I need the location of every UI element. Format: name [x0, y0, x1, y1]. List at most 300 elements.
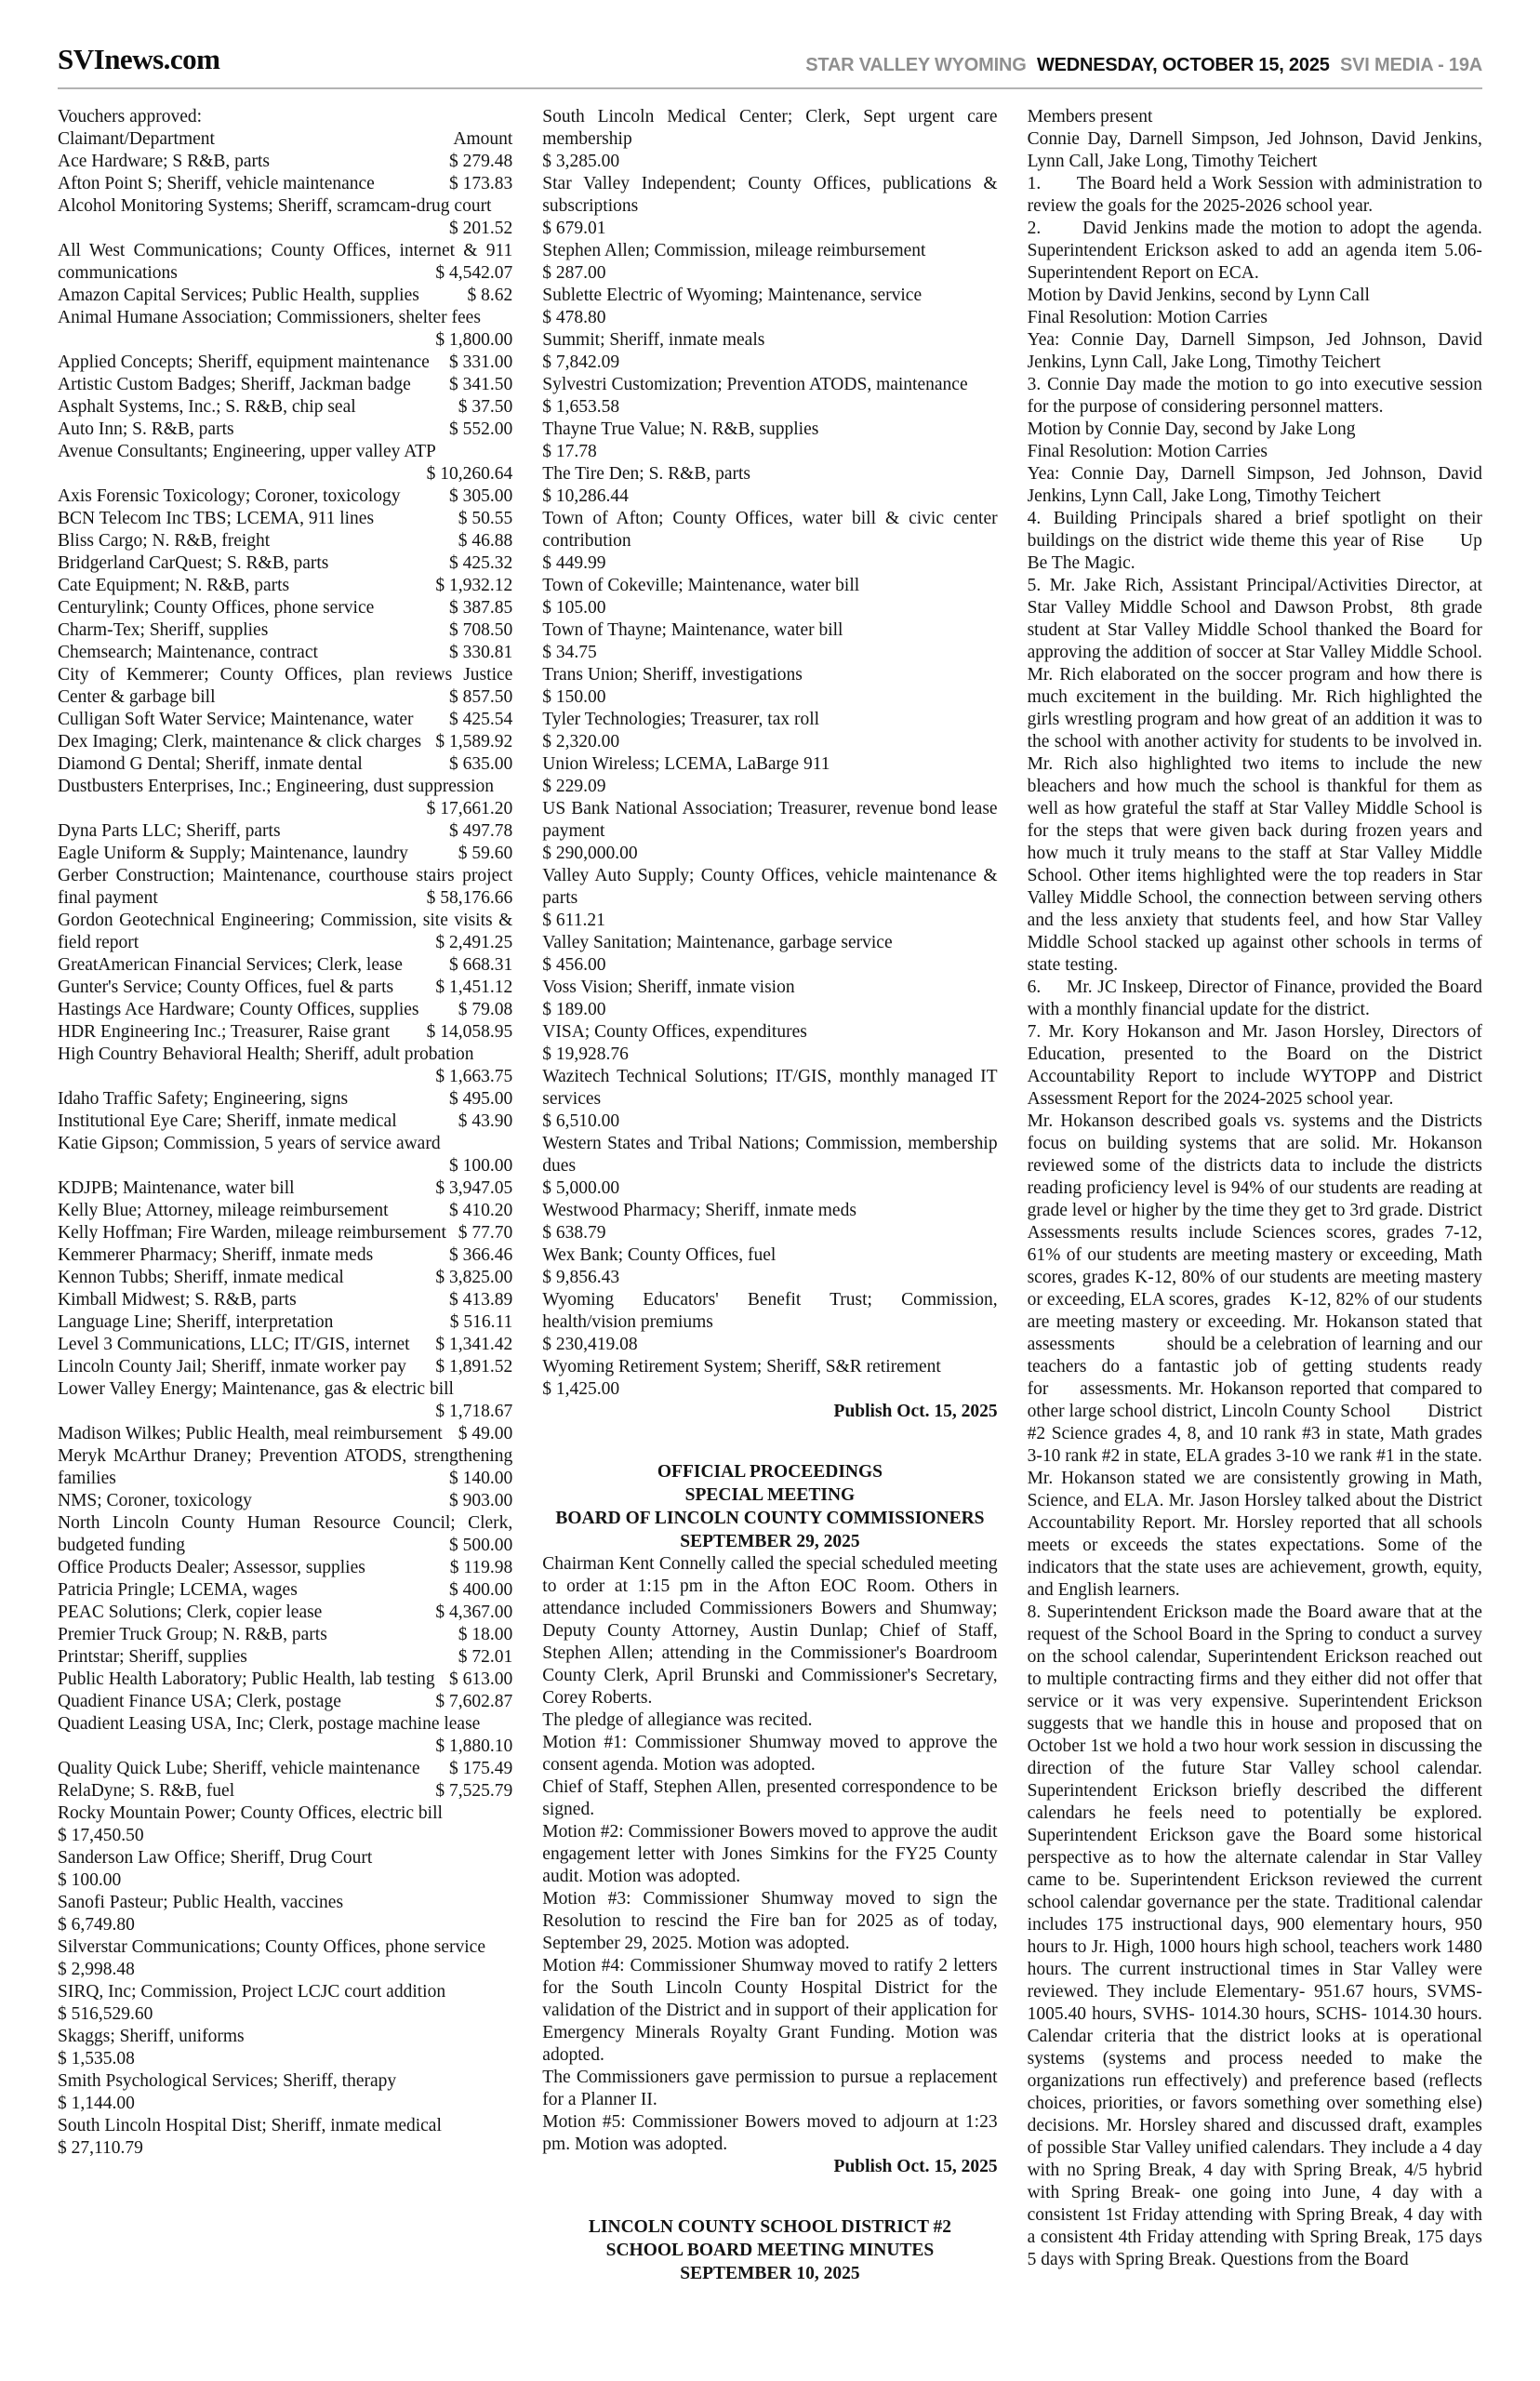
vouchers-table-header	[58, 128, 512, 151]
voucher-amount: $ 1,535.08	[58, 2049, 135, 2068]
voucher-entry	[542, 709, 997, 753]
notice-paragraph: Chairman Kent Connelly called the special scheduled meeting to order at 1:15 pm in the Afton EOC Room. Others in attendance included Commissioners Bowers and Shumway; Deputy County Attorney, Austin Dunlap; Chief of Staff, Stephen Allen; attending in the Commissioner's Boardroom County Clerk, April Brunski and Commissioner's Secretary, Corey Roberts.	[542, 1554, 998, 1708]
voucher-amount: $ 150.00	[542, 687, 606, 707]
voucher-entry	[58, 1177, 512, 1200]
commissioners-heading	[542, 1460, 997, 1553]
voucher-entry	[58, 1222, 512, 1244]
voucher-claimant: US Bank National Association; Treasurer, revenue bond lease payment	[542, 799, 998, 841]
voucher-claimant: Patricia Pringle; LCEMA, wages	[58, 1580, 298, 1600]
voucher-amount: $ 14,058.95	[426, 1022, 513, 1042]
voucher-amount: $ 17,661.20	[426, 799, 513, 818]
notice-paragraph: 4. Building Principals shared a brief spotlight on their buildings on the district wide theme this year of Rise Up Be The Magic.	[1027, 509, 1482, 573]
voucher-entry	[58, 1579, 512, 1602]
voucher-claimant: Town of Thayne; Maintenance, water bill	[542, 620, 843, 640]
voucher-claimant: City of Kemmerer; County Offices, plan reviews Justice Center & garbage bill	[58, 665, 513, 707]
voucher-entry	[58, 1044, 512, 1088]
voucher-claimant: Star Valley Independent; County Offices, publications & subscriptions	[542, 174, 998, 216]
voucher-entry	[58, 2115, 512, 2160]
voucher-amount: $ 100.00	[449, 1156, 513, 1176]
voucher-claimant: KDJPB; Maintenance, water bill	[58, 1178, 295, 1198]
voucher-claimant: Kelly Hoffman; Fire Warden, mileage reimbursement	[58, 1223, 446, 1243]
voucher-entry	[542, 977, 997, 1021]
voucher-amount: $ 72.01	[458, 1647, 513, 1667]
voucher-amount: $ 8.62	[467, 286, 513, 305]
voucher-entry	[58, 1490, 512, 1512]
voucher-entry	[58, 1133, 512, 1177]
voucher-amount: $ 10,260.64	[426, 464, 513, 484]
voucher-claimant: Valley Sanitation; Maintenance, garbage service	[542, 933, 893, 952]
notice-heading-line: BOARD OF LINCOLN COUNTY COMMISSIONERS	[555, 1509, 985, 1528]
amount-column-header: Amount	[453, 129, 513, 149]
voucher-entry	[58, 954, 512, 977]
voucher-amount: $ 19,928.76	[542, 1044, 629, 1064]
voucher-amount: $ 1,451.12	[435, 978, 513, 997]
voucher-claimant: Eagle Uniform & Supply; Maintenance, laundry	[58, 844, 408, 863]
voucher-claimant: HDR Engineering Inc.; Treasurer, Raise grant	[58, 1022, 391, 1042]
voucher-claimant: High Country Behavioral Health; Sheriff, adult probation	[58, 1044, 474, 1064]
voucher-entry	[542, 240, 997, 285]
voucher-entry	[58, 619, 512, 642]
voucher-amount: $ 552.00	[449, 419, 513, 439]
voucher-amount: $ 516,529.60	[58, 2004, 153, 2024]
voucher-claimant: South Lincoln Medical Center; Clerk, Sept urgent care membership	[542, 107, 998, 149]
voucher-claimant: Alcohol Monitoring Systems; Sheriff, scramcam-drug court	[58, 196, 492, 216]
voucher-entry	[58, 1758, 512, 1780]
dateline-location: STAR VALLEY WYOMING	[805, 55, 1027, 75]
voucher-amount: $ 638.79	[542, 1223, 606, 1243]
voucher-entry	[58, 307, 512, 352]
notice-paragraph: Members present	[1027, 107, 1153, 126]
voucher-amount: $ 18.00	[458, 1625, 513, 1644]
voucher-amount: $ 2,320.00	[542, 732, 620, 752]
voucher-amount: $ 201.52	[449, 219, 513, 238]
voucher-claimant: Bliss Cargo; N. R&B, freight	[58, 531, 271, 551]
voucher-entry	[58, 396, 512, 419]
voucher-amount: $ 290,000.00	[542, 844, 638, 863]
voucher-claimant: Amazon Capital Services; Public Health, supplies	[58, 286, 419, 305]
voucher-amount: $ 449.99	[542, 553, 606, 573]
voucher-amount: $ 279.48	[449, 152, 513, 171]
dateline	[800, 55, 1482, 76]
voucher-entry	[58, 1981, 512, 2026]
notice-paragraph: 5. Mr. Jake Rich, Assistant Principal/Activities Director, at Star Valley Middle School and Dawson Probst, 8th grade student at Star Valley Middle School thanked the Board for approving the addition of soccer at Star Valley Middle School. Mr. Rich elaborated on the soccer program and how there is much excitement in the building. Mr. Rich highlighted the girls wrestling program and how great of an addition it was to the school with another activity for students to be involved in. Mr. Rich also highlighted two items to include the new bleachers and how much the school is thankful for them as well as how grateful the staff at Star Valley Middle School is for the steps that were given back during frozen years and how much it truly means to the staff at Star Valley Middle School. Other items highlighted were the top readers in Star Valley Middle School, the connection between serving others and the less anxiety that students feel, and how Star Valley Middle School stacked up against other schools in terms of state testing.	[1027, 576, 1482, 975]
voucher-claimant: Town of Afton; County Offices, water bill & civic center contribution	[542, 509, 998, 551]
voucher-entry	[542, 173, 997, 240]
voucher-claimant: Gerber Construction; Maintenance, courthouse stairs project final payment	[58, 866, 513, 908]
voucher-entry	[58, 352, 512, 374]
voucher-amount: $ 2,491.25	[435, 933, 513, 952]
voucher-claimant: Institutional Eye Care; Sheriff, inmate medical	[58, 1111, 397, 1131]
voucher-amount: $ 6,510.00	[542, 1111, 620, 1131]
voucher-entry	[58, 1267, 512, 1289]
voucher-entry	[542, 329, 997, 374]
notice-heading-line: OFFICIAL PROCEEDINGS	[657, 1462, 883, 1482]
voucher-amount: $ 140.00	[449, 1469, 513, 1488]
voucher-amount: $ 903.00	[449, 1491, 513, 1510]
voucher-claimant: Sanderson Law Office; Sheriff, Drug Court	[58, 1848, 373, 1868]
voucher-entry	[542, 508, 997, 575]
voucher-entry	[58, 1646, 512, 1669]
voucher-amount: $ 6,749.80	[58, 1915, 135, 1935]
voucher-entry	[58, 1311, 512, 1334]
voucher-claimant: Animal Humane Association; Commissioners, shelter fees	[58, 308, 481, 327]
voucher-claimant: Quadient Finance USA; Clerk, postage	[58, 1692, 341, 1711]
voucher-claimant: Town of Cokeville; Maintenance, water bill	[542, 576, 860, 595]
voucher-amount: $ 305.00	[449, 486, 513, 506]
voucher-amount: $ 230,419.08	[542, 1335, 638, 1354]
voucher-entry	[542, 575, 997, 619]
site-title: SVInews.com	[58, 43, 220, 75]
voucher-claimant: Smith Psychological Services; Sheriff, therapy	[58, 2071, 397, 2091]
notice-paragraph: 7. Mr. Kory Hokanson and Mr. Jason Horsley, Directors of Education, presented to the Board on the District Accountability Report to include WYTOPP and District Assessment Report for the 2024-2025 school year.	[1027, 1022, 1482, 1109]
voucher-amount: $ 37.50	[458, 397, 513, 417]
notice-heading-line: SEPTEMBER 29, 2025	[680, 1532, 860, 1551]
voucher-amount: $ 9,856.43	[542, 1268, 620, 1287]
voucher-claimant: Ace Hardware; S R&B, parts	[58, 152, 270, 171]
voucher-claimant: Cate Equipment; N. R&B, parts	[58, 576, 290, 595]
voucher-amount: $ 1,718.67	[435, 1402, 513, 1421]
voucher-entry	[58, 843, 512, 865]
voucher-entry	[542, 619, 997, 664]
voucher-amount: $ 4,542.07	[435, 263, 513, 283]
voucher-amount: $ 1,663.75	[435, 1067, 513, 1086]
voucher-entry	[58, 1624, 512, 1646]
voucher-amount: $ 400.00	[449, 1580, 513, 1600]
voucher-claimant: The Tire Den; S. R&B, parts	[542, 464, 751, 484]
voucher-entry	[58, 1111, 512, 1133]
voucher-claimant: Quadient Leasing USA, Inc; Clerk, postage machine lease	[58, 1714, 481, 1734]
voucher-list-stacked-col2	[542, 106, 997, 1401]
voucher-entry	[58, 1200, 512, 1222]
voucher-claimant: Centurylink; County Offices, phone service	[58, 598, 375, 618]
voucher-claimant: Skaggs; Sheriff, uniforms	[58, 2027, 245, 2046]
voucher-amount: $ 516.11	[449, 1312, 513, 1332]
voucher-amount: $ 77.70	[458, 1223, 513, 1243]
voucher-entry	[58, 1691, 512, 1713]
voucher-claimant: Rocky Mountain Power; County Offices, electric bill	[58, 1803, 443, 1823]
voucher-claimant: Madison Wilkes; Public Health, meal reimbursement	[58, 1424, 443, 1443]
voucher-entry	[58, 1423, 512, 1445]
voucher-claimant: Applied Concepts; Sheriff, equipment maintenance	[58, 352, 430, 372]
notice-paragraph: Motion by Connie Day, second by Jake Long	[1027, 419, 1356, 439]
voucher-claimant: Western States and Tribal Nations; Commission, membership dues	[542, 1134, 998, 1176]
masthead	[58, 43, 1482, 89]
voucher-claimant: Sanofi Pasteur; Public Health, vaccines	[58, 1893, 344, 1912]
voucher-claimant: Office Products Dealer; Assessor, supplies	[58, 1558, 365, 1577]
voucher-claimant: Charm-Tex; Sheriff, supplies	[58, 620, 269, 640]
voucher-claimant: Dustbusters Enterprises, Inc.; Engineering, dust suppression	[58, 777, 495, 796]
voucher-claimant: BCN Telecom Inc TBS; LCEMA, 911 lines	[58, 509, 375, 528]
column-1-vouchers	[58, 106, 512, 2285]
voucher-claimant: Trans Union; Sheriff, investigations	[542, 665, 803, 685]
notice-paragraph: Final Resolution: Motion Carries	[1027, 442, 1268, 461]
voucher-list-inline	[58, 151, 512, 1802]
voucher-amount: $ 1,880.10	[435, 1736, 513, 1756]
notice-paragraph: The pledge of allegiance was recited.	[542, 1710, 813, 1730]
notice-heading-line: SPECIAL MEETING	[684, 1485, 856, 1505]
voucher-entry	[58, 374, 512, 396]
voucher-amount: $ 3,947.05	[435, 1178, 513, 1198]
voucher-entry	[542, 374, 997, 419]
voucher-amount: $ 119.98	[449, 1558, 513, 1577]
voucher-claimant: All West Communications; County Offices, internet & 911 communications	[58, 241, 513, 283]
notice-paragraph: 6. Mr. JC Inskeep, Director of Finance, provided the Board with a monthly financial update for the district.	[1027, 978, 1482, 1019]
voucher-entry	[58, 910, 512, 954]
voucher-amount: $ 50.55	[458, 509, 513, 528]
voucher-entry	[58, 1512, 512, 1557]
voucher-claimant: Voss Vision; Sheriff, inmate vision	[542, 978, 795, 997]
notice-paragraph: Connie Day, Darnell Simpson, Jed Johnson, David Jenkins, Lynn Call, Jake Long, Timothy Teichert	[1027, 129, 1482, 171]
voucher-claimant: Thayne True Value; N. R&B, supplies	[542, 419, 819, 439]
voucher-entry	[542, 1356, 997, 1401]
voucher-entry	[58, 419, 512, 441]
voucher-claimant: Westwood Pharmacy; Sheriff, inmate meds	[542, 1201, 856, 1220]
voucher-claimant: Kennon Tubbs; Sheriff, inmate medical	[58, 1268, 344, 1287]
voucher-entry	[542, 1066, 997, 1133]
voucher-amount: $ 58,176.66	[426, 888, 513, 908]
voucher-entry	[542, 285, 997, 329]
voucher-entry	[58, 486, 512, 508]
voucher-claimant: Asphalt Systems, Inc.; S. R&B, chip seal	[58, 397, 356, 417]
voucher-amount: $ 425.32	[449, 553, 513, 573]
voucher-amount: $ 4,367.00	[435, 1603, 513, 1622]
voucher-claimant: Level 3 Communications, LLC; IT/GIS, internet	[58, 1335, 410, 1354]
notice-paragraph: 2. David Jenkins made the motion to adopt the agenda. Superintendent Erickson asked to add an agenda item 5.06- Superintendent Report on ECA.	[1027, 219, 1482, 283]
voucher-amount: $ 3,825.00	[435, 1268, 513, 1287]
voucher-claimant: Valley Auto Supply; County Offices, vehicle maintenance & parts	[542, 866, 998, 908]
voucher-amount: $ 100.00	[58, 1870, 122, 1890]
voucher-amount: $ 478.80	[542, 308, 606, 327]
voucher-amount: $ 27,110.79	[58, 2138, 143, 2158]
school-board-heading	[542, 2215, 997, 2285]
notice-paragraph: Chief of Staff, Stephen Allen, presented correspondence to be signed.	[542, 1777, 998, 1819]
voucher-entry	[58, 597, 512, 619]
voucher-amount: $ 497.78	[449, 821, 513, 841]
voucher-entry	[58, 1802, 512, 1847]
voucher-claimant: Summit; Sheriff, inmate meals	[542, 330, 765, 350]
voucher-claimant: Afton Point S; Sheriff, vehicle maintenance	[58, 174, 375, 193]
voucher-entry	[58, 1936, 512, 1981]
voucher-entry	[58, 195, 512, 240]
voucher-entry	[58, 731, 512, 753]
notice-heading-line: LINCOLN COUNTY SCHOOL DISTRICT #2	[588, 2217, 951, 2237]
vouchers-intro: Vouchers approved:	[58, 107, 203, 126]
voucher-claimant: Premier Truck Group; N. R&B, parts	[58, 1625, 327, 1644]
notice-paragraph: Motion #5: Commissioner Bowers moved to adjourn at 1:23 pm. Motion was adopted.	[542, 2112, 998, 2154]
voucher-claimant: Avenue Consultants; Engineering, upper valley ATP	[58, 442, 436, 461]
voucher-entry	[58, 508, 512, 530]
voucher-entry	[58, 285, 512, 307]
voucher-amount: $ 456.00	[542, 955, 606, 975]
voucher-entry	[542, 932, 997, 977]
voucher-claimant: Diamond G Dental; Sheriff, inmate dental	[58, 754, 363, 774]
voucher-amount: $ 613.00	[449, 1669, 513, 1689]
commissioners-body	[542, 1553, 997, 2156]
voucher-claimant: PEAC Solutions; Clerk, copier lease	[58, 1603, 323, 1622]
voucher-entry	[58, 575, 512, 597]
voucher-amount: $ 229.09	[542, 777, 606, 796]
voucher-claimant: Wex Bank; County Offices, fuel	[542, 1245, 777, 1265]
voucher-amount: $ 175.49	[449, 1759, 513, 1778]
voucher-entry	[542, 1244, 997, 1289]
voucher-claimant: South Lincoln Hospital Dist; Sheriff, inmate medical	[58, 2116, 442, 2135]
voucher-amount: $ 5,000.00	[542, 1178, 620, 1198]
notice-heading-line: SCHOOL BOARD MEETING MINUTES	[605, 2241, 935, 2260]
voucher-claimant: Artistic Custom Badges; Sheriff, Jackman badge	[58, 375, 411, 394]
voucher-amount: $ 17.78	[542, 442, 597, 461]
voucher-claimant: Wyoming Educators' Benefit Trust; Commission, health/vision premiums	[542, 1290, 998, 1332]
voucher-claimant: Wazitech Technical Solutions; IT/GIS, monthly managed IT services	[542, 1067, 998, 1109]
notice-paragraph: Motion by David Jenkins, second by Lynn Call	[1027, 286, 1370, 305]
notice-paragraph: 3. Connie Day made the motion to go into executive session for the purpose of considering personnel matters.	[1027, 375, 1482, 417]
voucher-claimant: Idaho Traffic Safety; Engineering, signs	[58, 1089, 349, 1109]
voucher-entry	[58, 1289, 512, 1311]
voucher-amount: $ 7,842.09	[542, 352, 620, 372]
voucher-amount: $ 387.85	[449, 598, 513, 618]
voucher-claimant: Meryk McArthur Draney; Prevention ATODS, strengthening families	[58, 1446, 513, 1488]
voucher-entry	[58, 552, 512, 575]
voucher-amount: $ 611.21	[542, 911, 605, 930]
voucher-amount: $ 189.00	[542, 1000, 606, 1019]
voucher-amount: $ 1,144.00	[58, 2094, 135, 2113]
voucher-entry	[58, 776, 512, 820]
voucher-entry	[58, 1088, 512, 1111]
voucher-claimant: Tyler Technologies; Treasurer, tax roll	[542, 710, 820, 729]
voucher-amount: $ 331.00	[449, 352, 513, 372]
voucher-claimant: Wyoming Retirement System; Sheriff, S&R retirement	[542, 1357, 941, 1377]
claimant-column-header: Claimant/Department	[58, 129, 215, 149]
voucher-entry	[58, 1602, 512, 1624]
dateline-date: WEDNESDAY, OCTOBER 15, 2025	[1036, 55, 1330, 75]
voucher-amount: $ 1,425.00	[542, 1379, 620, 1399]
voucher-entry	[58, 664, 512, 709]
voucher-entry	[58, 753, 512, 776]
voucher-claimant: Printstar; Sheriff, supplies	[58, 1647, 247, 1667]
notice-paragraph: Motion #1: Commissioner Shumway moved to approve the consent agenda. Motion was adopted.	[542, 1733, 998, 1775]
voucher-amount: $ 341.50	[449, 375, 513, 394]
voucher-claimant: Silverstar Communications; County Offices, phone service	[58, 1937, 485, 1957]
voucher-amount: $ 17,450.50	[58, 1826, 144, 1845]
voucher-claimant: Chemsearch; Maintenance, contract	[58, 643, 318, 662]
voucher-amount: $ 410.20	[449, 1201, 513, 1220]
voucher-entry	[542, 664, 997, 709]
voucher-claimant: Public Health Laboratory; Public Health, lab testing	[58, 1669, 435, 1689]
voucher-claimant: North Lincoln County Human Resource Council; Clerk, budgeted funding	[58, 1513, 513, 1555]
voucher-amount: $ 495.00	[449, 1089, 513, 1109]
voucher-claimant: Kimball Midwest; S. R&B, parts	[58, 1290, 297, 1310]
voucher-amount: $ 105.00	[542, 598, 606, 618]
voucher-claimant: GreatAmerican Financial Services; Clerk, lease	[58, 955, 403, 975]
voucher-claimant: Dex Imaging; Clerk, maintenance & click charges	[58, 732, 422, 752]
voucher-claimant: Bridgerland CarQuest; S. R&B, parts	[58, 553, 329, 573]
voucher-amount: $ 7,602.87	[435, 1692, 513, 1711]
voucher-entry	[542, 798, 997, 865]
voucher-amount: $ 287.00	[542, 263, 606, 283]
column-2-proceedings	[542, 106, 997, 2285]
voucher-amount: $ 425.54	[449, 710, 513, 729]
voucher-claimant: Kemmerer Pharmacy; Sheriff, inmate meds	[58, 1245, 374, 1265]
voucher-amount: $ 635.00	[449, 754, 513, 774]
notice-paragraph: Motion #2: Commissioner Bowers moved to approve the audit engagement letter with Jones Simkins for the FY25 County audit. Motion was adopted.	[542, 1822, 998, 1886]
publish-line-proceedings: Publish Oct. 15, 2025	[833, 2157, 998, 2176]
voucher-amount: $ 1,589.92	[435, 732, 513, 752]
voucher-entry	[58, 240, 512, 285]
voucher-entry	[542, 865, 997, 932]
voucher-claimant: Language Line; Sheriff, interpretation	[58, 1312, 334, 1332]
school-board-body	[1028, 106, 1482, 2271]
voucher-amount: $ 46.88	[458, 531, 513, 551]
voucher-entry	[58, 642, 512, 664]
voucher-amount: $ 59.60	[458, 844, 513, 863]
voucher-entry	[58, 709, 512, 731]
dateline-page-number: SVI MEDIA - 19A	[1340, 55, 1482, 75]
publish-line-vouchers: Publish Oct. 15, 2025	[833, 1402, 998, 1421]
notice-paragraph: 1. The Board held a Work Session with administration to review the goals for the 2025-2026 school year.	[1027, 174, 1482, 216]
column-3-school-board-minutes	[1028, 106, 1482, 2285]
voucher-amount: $ 49.00	[458, 1424, 513, 1443]
columns	[58, 106, 1482, 2285]
voucher-amount: $ 500.00	[449, 1536, 513, 1555]
notice-heading-line: SEPTEMBER 10, 2025	[680, 2264, 860, 2283]
notice-paragraph: Final Resolution: Motion Carries	[1027, 308, 1268, 327]
voucher-claimant: SIRQ, Inc; Commission, Project LCJC court addition	[58, 1982, 446, 2002]
voucher-amount: $ 366.46	[449, 1245, 513, 1265]
notice-paragraph: The Commissioners gave permission to pursue a replacement for a Planner II.	[542, 2068, 998, 2109]
voucher-amount: $ 857.50	[449, 687, 513, 707]
voucher-entry	[58, 1244, 512, 1267]
voucher-claimant: Auto Inn; S. R&B, parts	[58, 419, 234, 439]
voucher-amount: $ 43.90	[458, 1111, 513, 1131]
notice-paragraph: Motion #3: Commissioner Shumway moved to sign the Resolution to rescind the Fire ban for 2025 as of today, September 29, 2025. Motion was adopted.	[542, 1889, 998, 1953]
voucher-amount: $ 1,341.42	[435, 1335, 513, 1354]
voucher-amount: $ 708.50	[449, 620, 513, 640]
notice-paragraph: Motion #4: Commissioner Shumway moved to ratify 2 letters for the South Lincoln County Hospital District for the validation of the District and in support of their application for Emergency Minerals Royalty Grant Funding. Motion was adopted.	[542, 1956, 998, 2065]
voucher-claimant: RelaDyne; S. R&B, fuel	[58, 1781, 235, 1801]
voucher-entry	[58, 1780, 512, 1802]
voucher-entry	[58, 1334, 512, 1356]
voucher-amount: $ 7,525.79	[435, 1781, 513, 1801]
voucher-entry	[58, 820, 512, 843]
voucher-amount: $ 1,891.52	[435, 1357, 513, 1377]
voucher-amount: $ 679.01	[542, 219, 606, 238]
voucher-claimant: Union Wireless; LCEMA, LaBarge 911	[542, 754, 830, 774]
voucher-claimant: Hastings Ace Hardware; County Offices, supplies	[58, 1000, 419, 1019]
voucher-entry	[58, 1713, 512, 1758]
voucher-claimant: Axis Forensic Toxicology; Coroner, toxicology	[58, 486, 401, 506]
voucher-claimant: VISA; County Offices, expenditures	[542, 1022, 807, 1042]
voucher-claimant: Gordon Geotechnical Engineering; Commission, site visits & field report	[58, 911, 513, 952]
voucher-entry	[58, 530, 512, 552]
voucher-entry	[58, 1557, 512, 1579]
voucher-claimant: Lower Valley Energy; Maintenance, gas & electric bill	[58, 1379, 454, 1399]
voucher-entry	[58, 977, 512, 999]
voucher-entry	[542, 1289, 997, 1356]
voucher-amount: $ 1,932.12	[435, 576, 513, 595]
voucher-entry	[58, 1021, 512, 1044]
voucher-entry	[58, 1356, 512, 1378]
voucher-entry	[58, 865, 512, 910]
voucher-amount: $ 1,653.58	[542, 397, 620, 417]
voucher-entry	[58, 1378, 512, 1423]
voucher-entry	[58, 1669, 512, 1691]
voucher-claimant: Kelly Blue; Attorney, mileage reimbursement	[58, 1201, 389, 1220]
voucher-amount: $ 668.31	[449, 955, 513, 975]
voucher-amount: $ 1,800.00	[435, 330, 513, 350]
voucher-amount: $ 2,998.48	[58, 1960, 135, 1979]
notice-paragraph: Yea: Connie Day, Darnell Simpson, Jed Johnson, David Jenkins, Lynn Call, Jake Long, Timothy Teichert	[1027, 464, 1482, 506]
voucher-entry	[542, 106, 997, 173]
notice-paragraph: Mr. Hokanson described goals vs. systems and the Districts focus on building systems that are solid. Mr. Hokanson reviewed some of the districts data to include the districts reading proficiency level is 94% of our students are reading at grade level or higher by the time they get to 3rd grade. District Assessments results include Sciences scores, grades 7-12, 61% of our students are meeting mastery or exceeding, Math scores, grades K-12, 80% of our students are meeting mastery or exceeding, ELA scores, grades K-12, 82% of our students are meeting mastery or exceeding. Mr. Hokanson stated that assessments should be a celebration of learning and our teachers do a fantastic job of getting students ready for assessments. Mr. Hokanson reported that compared to other large school district, Lincoln County School District #2 Science grades 4, 8, and 10 rank #3 in state, Math grades 3-10 rank #2 in state, ELA grades 3-10 we rank #1 in the state. Mr. Hokanson stated we are consistently growing in Math, Science, and ELA. Mr. Jason Horsley talked about the District Accountability Report. Mr. Horsley reported that all schools meets or exceeds the states expectations. Some of the indicators that the state uses are achievement, growth, equity, and English learners.	[1027, 1111, 1482, 1600]
